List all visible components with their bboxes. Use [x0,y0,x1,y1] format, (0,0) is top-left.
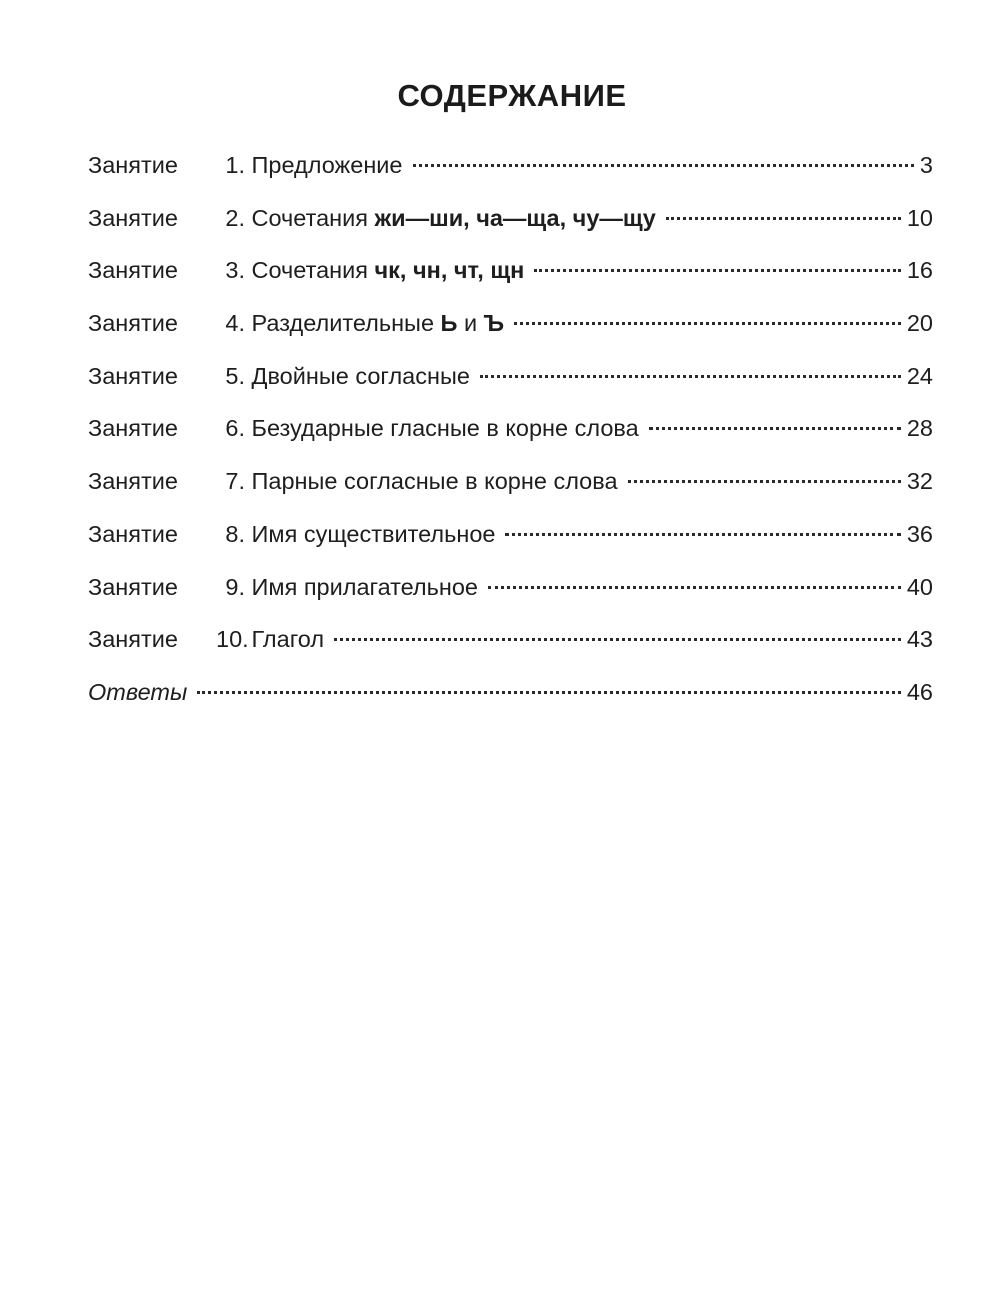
lesson-number: 9. [225,573,245,600]
lesson-title-emphasis: Ъ [483,310,505,337]
page-number: 16 [906,257,933,284]
lesson-title-text: Двойные согласные [245,362,470,389]
dot-leader [480,375,901,378]
lesson-title-text: Предложение [245,152,403,178]
lesson-number: 8. [225,520,245,547]
dot-leader [666,217,901,220]
page-number: 20 [906,310,933,337]
answers-label: Ответы [88,678,188,705]
lesson-number: 4. [225,310,245,337]
toc-entry[interactable] [88,621,933,674]
toc-entry-answers[interactable] [88,674,933,727]
lesson-title-text: Имя прилагательное [245,573,479,600]
lesson-title [245,569,478,605]
toc-entry[interactable] [88,410,933,463]
dot-leader [413,164,914,167]
lesson-label: Занятие [88,573,178,600]
toc-entry[interactable] [88,252,933,305]
lesson-number: 1. [225,152,245,178]
lesson-number: 5. [225,362,245,389]
lesson-title [245,463,618,499]
lesson-label: Занятие [88,362,178,389]
page-number: 32 [906,468,933,495]
lesson-label: Занятие [88,152,178,178]
page-title: СОДЕРЖАНИЕ [397,78,627,113]
dot-leader [197,691,901,694]
lesson-label: Занятие [88,257,178,284]
lesson-title [245,410,639,446]
lesson-label: Занятие [88,520,178,547]
lesson-title-text: и [457,310,484,337]
lesson-title [245,516,495,552]
dot-leader [334,638,901,641]
lesson-title-text: Разделительные [245,310,441,337]
lesson-label: Занятие [88,415,178,442]
dot-leader [514,322,901,325]
lesson-title [245,147,403,183]
toc-entry[interactable] [88,463,933,516]
lesson-label: Занятие [88,468,178,495]
lesson-title [245,252,524,288]
lesson-number: 10. [216,626,249,653]
toc-entry[interactable] [88,147,933,200]
page-number: 3 [919,152,933,178]
lesson-title [245,305,504,341]
toc-entry[interactable] [88,569,933,622]
lesson-label: Занятие [88,310,178,337]
lesson-title [245,200,656,236]
lesson-title-text: Парные согласные в корне слова [245,468,618,495]
table-of-contents [88,147,933,727]
dot-leader [505,533,900,536]
lesson-number: 2. [225,204,245,231]
dot-leader [649,427,901,430]
lesson-title-emphasis: жи—ши, ча—ща, чу—щу [374,204,656,231]
page-number: 36 [906,520,933,547]
page-number: 28 [906,415,933,442]
lesson-title [245,358,470,394]
toc-entry[interactable] [88,200,933,253]
lesson-title-text: Имя существительное [245,520,496,547]
lesson-label: Занятие [88,626,178,653]
toc-entry[interactable] [88,358,933,411]
page-number: 43 [906,626,933,653]
lesson-title-text: Сочетания [245,204,375,231]
page-number: 24 [906,362,933,389]
page-number: 10 [906,204,933,231]
lesson-title-text: Глагол [245,626,325,653]
lesson-number: 3. [225,257,245,284]
lesson-label: Занятие [88,204,178,231]
lesson-title [245,621,324,657]
dot-leader [534,269,901,272]
lesson-number: 7. [225,468,245,495]
lesson-title-text: Сочетания [245,257,375,284]
lesson-title-emphasis: Ь [440,310,458,337]
dot-leader [488,586,901,589]
page-number: 46 [906,678,933,705]
toc-entries [88,147,933,674]
lesson-title-text: Безударные гласные в корне слова [245,415,639,442]
toc-entry[interactable] [88,305,933,358]
lesson-number: 6. [225,415,245,442]
page-number: 40 [906,573,933,600]
toc-entry[interactable] [88,516,933,569]
dot-leader [628,480,901,483]
lesson-title-emphasis: чк, чн, чт, щн [374,257,525,284]
